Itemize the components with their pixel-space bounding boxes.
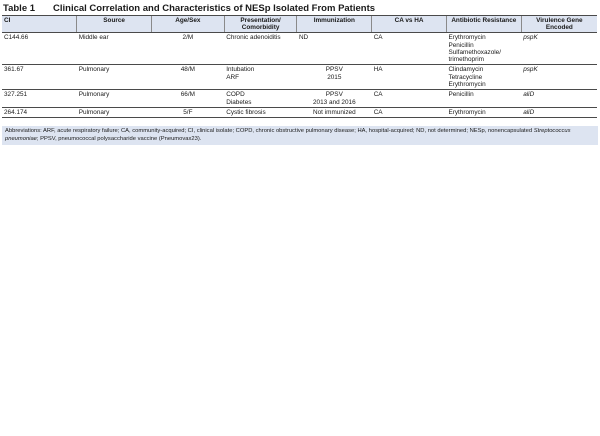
cell-ci: C144.66 xyxy=(2,33,77,65)
cell-age-sex: 2/M xyxy=(152,33,225,65)
header-immunization: Immunization xyxy=(297,16,372,33)
cell-immunization: PPSV 2015 xyxy=(297,65,372,90)
cell-source: Pulmonary xyxy=(77,107,152,117)
cell-source: Pulmonary xyxy=(77,65,152,90)
header-ca-vs-ha: CA vs HA xyxy=(372,16,447,33)
cell-ci: 264.174 xyxy=(2,107,77,117)
cell-immunization: Not immunized xyxy=(297,107,372,117)
header-virulence-gene: Virulence Gene Encoded xyxy=(521,16,597,33)
cell-presentation: Intubation ARF xyxy=(224,65,297,90)
cell-age-sex: 66/M xyxy=(152,90,225,107)
cell-ca-vs-ha: CA xyxy=(372,90,447,107)
cell-virulence-gene: aliD xyxy=(521,107,597,117)
cell-virulence-gene: pspK xyxy=(521,33,597,65)
cell-antibiotic-resistance: Clindamycin Tetracycline Erythromycin xyxy=(446,65,521,90)
cell-ci: 327.251 xyxy=(2,90,77,107)
table-number: Table 1 xyxy=(3,3,36,14)
cell-ca-vs-ha: CA xyxy=(372,33,447,65)
cell-presentation: COPD Diabetes xyxy=(224,90,297,107)
header-presentation: Presentation/ Comorbidity xyxy=(224,16,297,33)
table-title xyxy=(3,3,375,14)
cell-immunization: ND xyxy=(297,33,372,65)
cell-ci: 361.67 xyxy=(2,65,77,90)
cell-source: Pulmonary xyxy=(77,90,152,107)
data-table xyxy=(2,15,597,118)
footnote-text: Abbreviations: ARF, acute respiratory failure; CA, community-acquired; CI, clinical isolate; COPD, chronic obstructive pulmonary disease; HA, hospital-acquired; ND, not determined; NESp, nonencapsulated xyxy=(5,128,534,134)
cell-presentation: Chronic adenoiditis xyxy=(224,33,297,65)
footnote-species: Streptococcus pneumoniae xyxy=(5,128,571,142)
table-row xyxy=(2,33,597,65)
cell-ca-vs-ha: HA xyxy=(372,65,447,90)
table-row xyxy=(2,90,597,107)
cell-virulence-gene: aliD xyxy=(521,90,597,107)
table-footnote xyxy=(2,126,598,145)
table-row xyxy=(2,107,597,117)
cell-age-sex: 5/F xyxy=(152,107,225,117)
header-age-sex: Age/Sex xyxy=(152,16,225,33)
cell-virulence-gene: pspK xyxy=(521,65,597,90)
cell-ca-vs-ha: CA xyxy=(372,107,447,117)
cell-immunization: PPSV 2013 and 2016 xyxy=(297,90,372,107)
header-ci: CI xyxy=(2,16,77,33)
header-row xyxy=(2,16,597,33)
cell-source: Middle ear xyxy=(77,33,152,65)
cell-antibiotic-resistance: Erythromycin xyxy=(446,107,521,117)
cell-antibiotic-resistance: Penicillin xyxy=(446,90,521,107)
footnote-text-end: ; PPSV, pneumococcal polysaccharide vaccine (Pneumovax23). xyxy=(36,136,202,142)
cell-age-sex: 48/M xyxy=(152,65,225,90)
table-caption: Clinical Correlation and Characteristics of NESp Isolated From Patients xyxy=(53,3,376,14)
table-row xyxy=(2,65,597,90)
header-antibiotic-resistance: Antibiotic Resistance xyxy=(446,16,521,33)
header-source: Source xyxy=(77,16,152,33)
cell-antibiotic-resistance: Erythromycin Penicillin Sulfamethoxazole/ trimethoprim xyxy=(446,33,521,65)
cell-presentation: Cystic fibrosis xyxy=(224,107,297,117)
